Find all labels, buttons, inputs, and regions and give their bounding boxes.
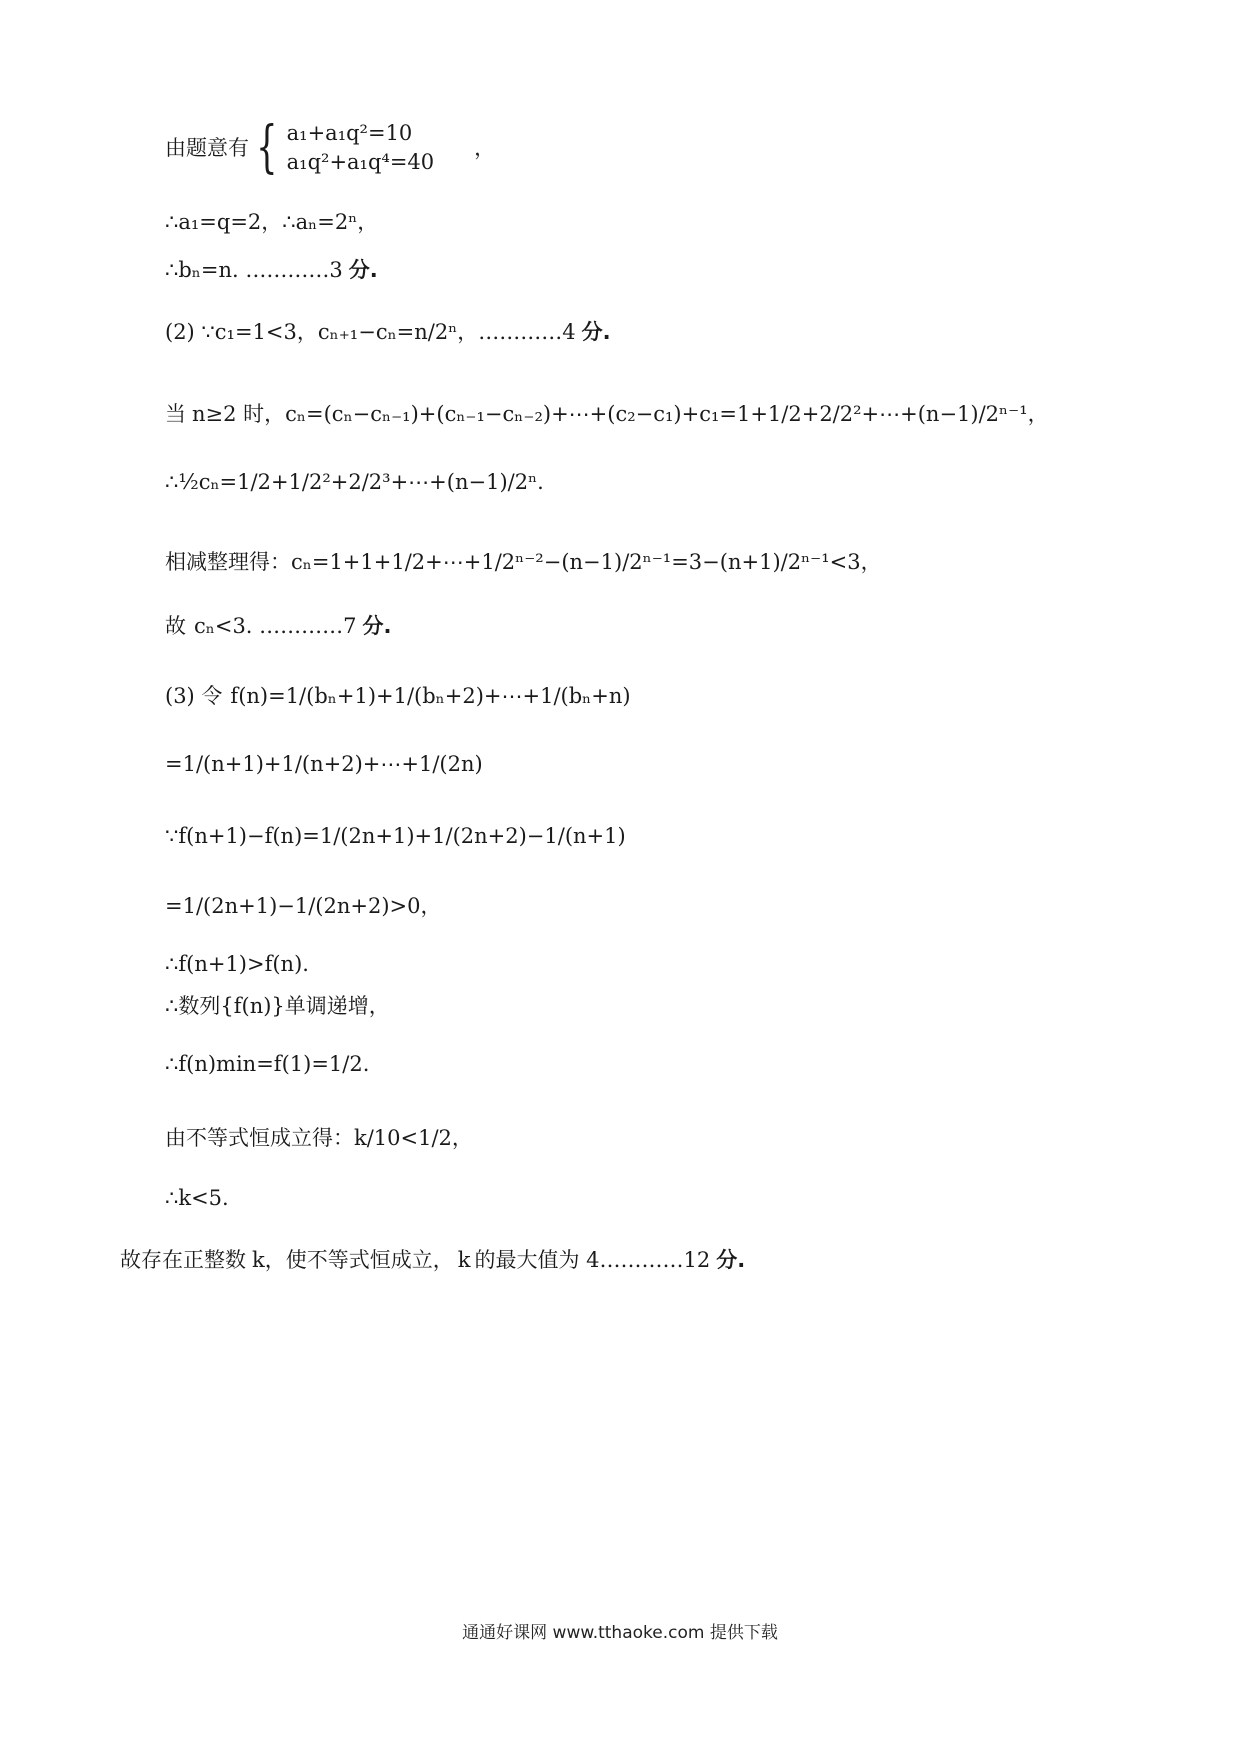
inequality-expression: k/10<1/2， bbox=[354, 1126, 473, 1150]
final-k-variable: k bbox=[457, 1248, 471, 1272]
part2-text: (2) ∵c₁=1<3，cₙ₊₁−cₙ=n/2ⁿ，…………4 bbox=[165, 320, 576, 344]
result-b-text: ∴bₙ=n. …………3 bbox=[165, 258, 343, 282]
score-label: 分. bbox=[362, 614, 392, 638]
given-prefix: 由题意有 bbox=[165, 135, 249, 160]
final-k-text: k，使不等式恒成立， bbox=[252, 1248, 454, 1272]
part3-prefix: (3) 令 bbox=[165, 684, 223, 708]
inequality-line bbox=[165, 1128, 473, 1149]
subtraction-line bbox=[165, 552, 882, 573]
equation-row-1: a₁+a₁q²=10 bbox=[286, 121, 413, 145]
conclusion-c-line bbox=[165, 616, 392, 637]
sum-expansion-line bbox=[165, 404, 1049, 425]
inequality-prefix: 由不等式恒成立得： bbox=[165, 1126, 354, 1150]
condition-text: n≥2 时， bbox=[192, 402, 286, 426]
f-definition: f(n)=1/(bₙ+1)+1/(bₙ+2)+⋯+1/(bₙ+n) bbox=[230, 684, 631, 708]
score-label: 分. bbox=[581, 320, 611, 344]
difference-positive-line: =1/(2n+1)−1/(2n+2)>0， bbox=[165, 894, 442, 918]
sequence-prefix: ∴数列 bbox=[165, 994, 221, 1018]
left-brace-icon: { bbox=[256, 115, 278, 180]
part3-line bbox=[165, 686, 631, 707]
f-increasing-line: ∴f(n+1)>f(n). bbox=[165, 952, 309, 976]
therefore-prefix: 故 bbox=[165, 614, 186, 638]
subtract-prefix: 相减整理得： bbox=[165, 550, 291, 574]
monotonic-line bbox=[165, 996, 390, 1017]
equation-row-2: a₁q²+a₁q⁴=40 bbox=[286, 150, 435, 174]
system-comma: ， bbox=[474, 135, 496, 160]
sequence-set: {f(n)} bbox=[220, 994, 285, 1018]
f-difference-line: ∵f(n+1)−f(n)=1/(2n+1)+1/(2n+2)−1/(n+1) bbox=[165, 824, 626, 848]
f-simplified-line: =1/(n+1)+1/(n+2)+⋯+1/(2n) bbox=[165, 752, 483, 776]
k-bound-line: ∴k<5. bbox=[165, 1186, 229, 1210]
given-system-line bbox=[165, 115, 496, 180]
subtraction-expression: cₙ=1+1+1/2+⋯+1/2ⁿ⁻²−(n−1)/2ⁿ⁻¹=3−(n+1)/2ⁿ⁻¹<3， bbox=[291, 550, 882, 574]
sum-expression: cₙ=(cₙ−cₙ₋₁)+(cₙ₋₁−cₙ₋₂)+⋯+(c₂−c₁)+c₁=1+1/2+2/2²+⋯+(n−1)/2ⁿ⁻¹， bbox=[285, 402, 1049, 426]
f-min-line: ∴f(n)min=f(1)=1/2. bbox=[165, 1052, 370, 1076]
score-label: 分. bbox=[348, 258, 378, 282]
when-prefix: 当 bbox=[165, 402, 186, 426]
conclusion-c-text: cₙ<3. …………7 bbox=[194, 614, 357, 638]
final-prefix: 故存在正整数 bbox=[120, 1248, 246, 1272]
equation-system bbox=[249, 115, 435, 180]
page-footer: 通通好课网 www.tthaoke.com 提供下载 bbox=[462, 1623, 778, 1643]
result-b-line bbox=[165, 260, 378, 281]
final-conclusion-line bbox=[120, 1250, 745, 1271]
result-a-line: ∴a₁=q=2，∴aₙ=2ⁿ， bbox=[165, 210, 379, 234]
final-max-text: 的最大值为 4…………12 bbox=[474, 1248, 711, 1272]
part2-line bbox=[165, 322, 611, 343]
half-sum-line: ∴½cₙ=1/2+1/2²+2/2³+⋯+(n−1)/2ⁿ. bbox=[165, 470, 544, 494]
monotonic-suffix: 单调递增， bbox=[284, 994, 390, 1018]
score-label: 分. bbox=[716, 1248, 746, 1272]
